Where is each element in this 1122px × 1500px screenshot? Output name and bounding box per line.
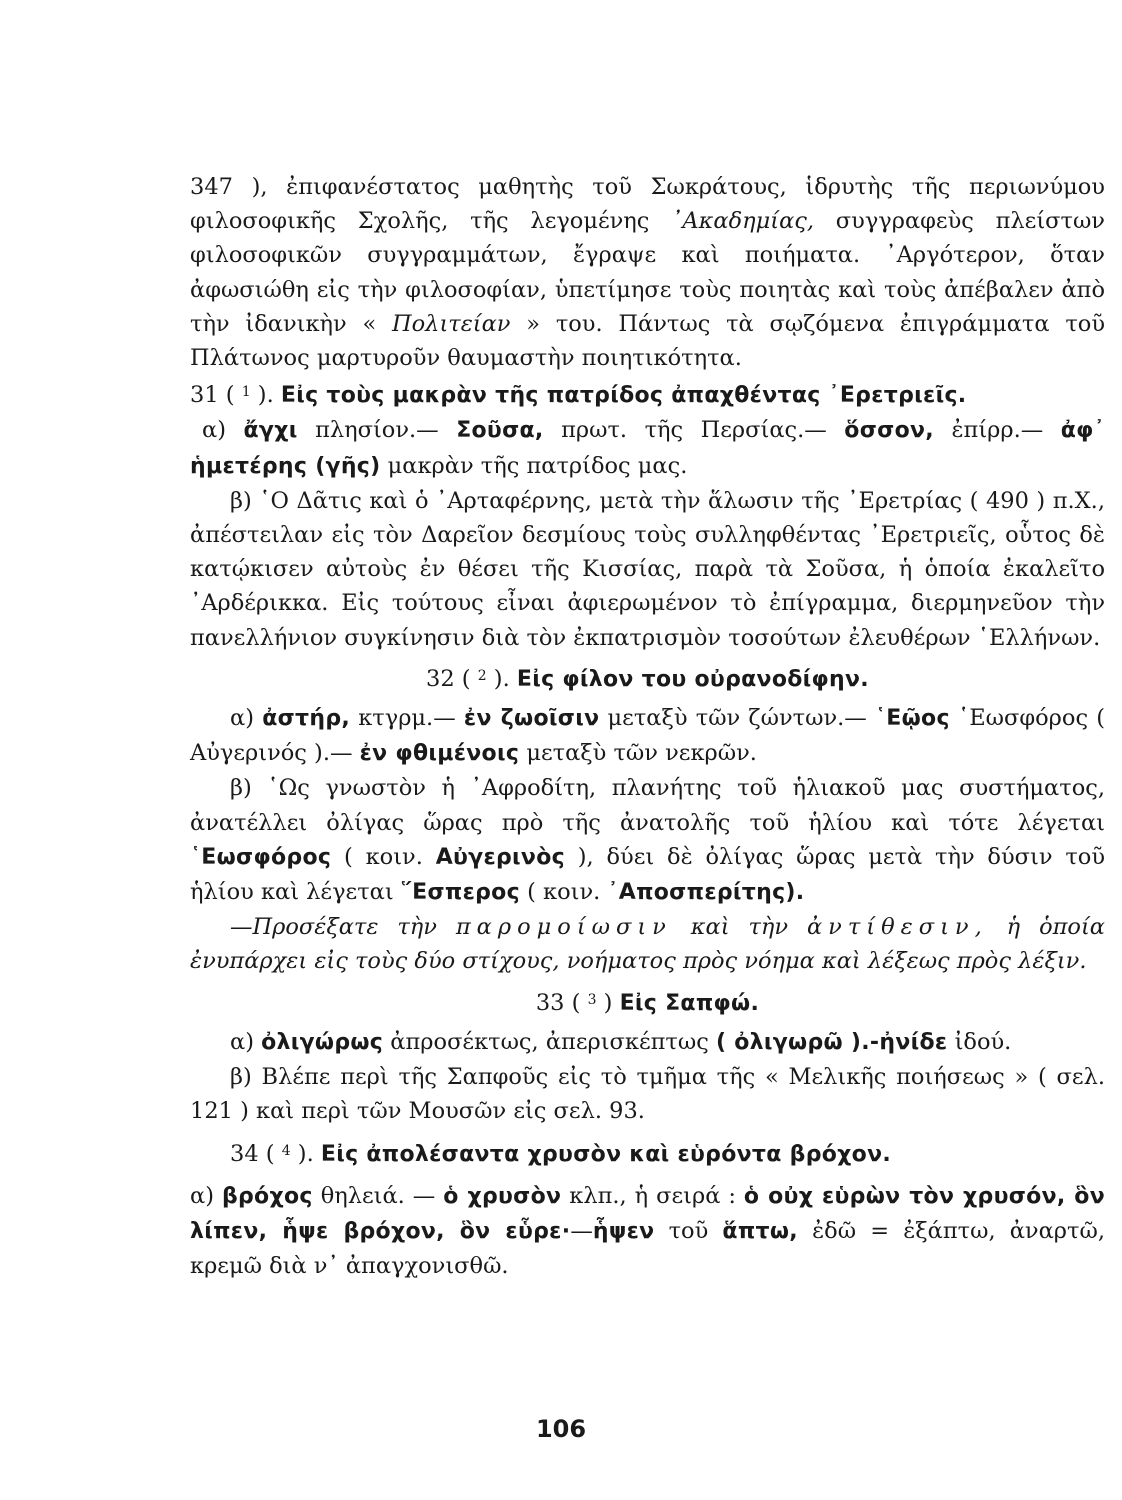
footnote-ref-1: 1 xyxy=(241,384,251,401)
academy-term: ᾿Ακαδημίας, xyxy=(671,208,815,235)
section-34-note-a: α) βρόχος θηλειά. — ὁ χρυσὸν κλπ., ἡ σειρά : ὁ οὐχ εὑρὼν τὸν χρυσόν, ὃν λίπεν, ἧψε βρόχον, ὃν εὗρε·—ἧψεν τοῦ ἅπτω, ἐδῶ = ἐξάπτω, ἀναρτῶ, κρεμῶ διὰ ν᾿ ἀπαγχονισθῶ. xyxy=(190,1182,1105,1280)
intro-text-1: 347 ), ἐπιφανέστατος μαθητὴς τοῦ Σωκράτους, ἱδρυτὴς τῆς περιωνύμου φιλοσοφικῆς Σχολῆς, τῆς λεγομένης xyxy=(190,174,1105,235)
spaced-term-parallel: παρομοίωσιν xyxy=(455,914,672,941)
footnote-ref-3: 3 xyxy=(587,991,597,1008)
footnote-ref-4: 4 xyxy=(281,1143,291,1160)
page-content xyxy=(190,170,1105,1283)
footnote-ref-2: 2 xyxy=(477,667,487,684)
section-33-note-b: β) Βλέπε περὶ τῆς Σαπφοῦς εἰς τὸ τμῆμα τῆς « Μελικῆς ποιήσεως » ( σελ. 121 ) καὶ περὶ τῶν Μουσῶν εἰς σελ. 93. xyxy=(190,1064,1105,1125)
section-32-note-b: β) ῾Ως γνωστὸν ἡ ᾿Αφροδίτη, πλανήτης τοῦ ἡλιακοῦ μας συστήματος, ἀνατέλλει ὀλίγας ὥρας πρὸ τῆς ἀνατολῆς τοῦ ἡλίου καὶ τότε λέγεται ῾Εωσφόρος ( κοιν. Αὐγερινὸς ), δύει δὲ ὀλίγας ὥρας μετὰ τὴν δύσιν τοῦ ἡλίου καὶ λέγεται ῞Εσπερος ( κοιν. ᾿Αποσπερίτης). xyxy=(190,775,1105,906)
section-31-heading: 31 ( $^1$ ). Εἰς τοὺς μακρὰν τῆς πατρίδος ἀπαχθέντας ᾿Ερετριεῖς. xyxy=(190,382,967,409)
section-32-heading: 32 ( $^2$ ). Εἰς φίλον του οὐρανοδίφην. xyxy=(426,665,869,692)
section-32-title: Εἰς φίλον του οὐρανοδίφην. xyxy=(516,666,869,692)
section-32-note-a: α) ἀστήρ, κτγρμ.— ἐν ζωοῖσιν μεταξὺ τῶν ζώντων.— ῾Εῷος ῾Εωσφόρος ( Αὐγερινός ).— ἐν φθιμένοις μεταξὺ τῶν νεκρῶν. xyxy=(190,705,1106,767)
section-34-title: Εἰς ἀπολέσαντα χρυσὸν καὶ εὑρόντα βρόχον. xyxy=(320,1142,892,1168)
section-31-note-b: β) ῾Ο Δᾶτις καὶ ὁ ᾿Αρταφέρνης, μετὰ τὴν ἅλωσιν τῆς ᾿Ερετρίας ( 490 ) π.Χ., ἀπέστειλαν εἰς τὸν Δαρεῖον δεσμίους τοὺς συλληφθέντας ᾿Ερετριεῖς, οὗτος δὲ κατῴκισεν αὐτοὺς ἐν θέσει τῆς Κισσίας, παρὰ τὰ Σοῦσα, ἡ ὁποία ἐκαλεῖτο ᾿Αρδέρικκα. Εἰς τούτους εἶναι ἀφιερωμένον τὸ ἐπίγραμμα, διερμηνεῦον τὴν πανελλήνιον συγκίνησιν διὰ τὸν ἐκπατρισμὸν τοσούτων ἐλευθέρων ῾Ελλήνων. xyxy=(190,487,1105,651)
section-33-note-a: α) ὀλιγώρως ἀπροσέκτως, ἀπερισκέπτως ( ὀλιγωρῶ ).-ἠνίδε ἰδού. xyxy=(230,1028,1012,1055)
intro-paragraph xyxy=(190,170,1105,375)
section-32-note-c: —Προσέξατε τὴν παρομοίωσιν καὶ τὴν ἀντίθεσιν, ἡ ὁποία ἐνυπάρχει εἰς τοὺς δύο στίχους, νοήματος πρὸς νόημα καὶ λέξεως πρὸς λέξιν. xyxy=(190,914,1105,975)
intro-text-2: συγγραφεὺς πλείστων φιλοσοφικῶν συγγραμμάτων, ἔγραψε καὶ ποιήματα. ᾿Αργότερον, ὅταν ἀφωσιώθη εἰς τὴν φιλοσοφίαν, ὑπετίμησε τοὺς ποιητὰς καὶ τοὺς ἀπέβαλεν ἀπὸ τὴν ἰδανικὴν « xyxy=(190,208,1105,337)
intro-text-3: » του. Πάντως τὰ σῳζόμενα ἐπιγράμματα τοῦ Πλάτωνος μαρτυροῦν θαυμαστὴν ποιητικότητα. xyxy=(190,310,1105,372)
page-number: 106 xyxy=(535,1415,587,1443)
spaced-term-antithesis: ἀντίθεσιν, xyxy=(806,914,988,941)
section-31-note-a: α) ἄγχι πλησίον.— Σοῦσα, πρωτ. τῆς Περσίας.— ὅσσον, ἐπίρρ.— ἀφ᾿ ἡμετέρης (γῆς) μακρὰν τῆς πατρίδος μας. xyxy=(190,417,1105,479)
section-33-heading: 33 ( $^3$ ) Εἰς Σαπφώ. xyxy=(535,989,760,1016)
section-33-title: Εἰς Σαπφώ. xyxy=(619,990,760,1016)
politeia-term: Πολιτείαν xyxy=(392,310,511,337)
section-31-title: Εἰς τοὺς μακρὰν τῆς πατρίδος ἀπαχθέντας ᾿Ερετριεῖς. xyxy=(280,383,967,409)
section-34-heading: 34 ( $^4$ ). Εἰς ἀπολέσαντα χρυσὸν καὶ εὑρόντα βρόχον. xyxy=(230,1141,892,1168)
